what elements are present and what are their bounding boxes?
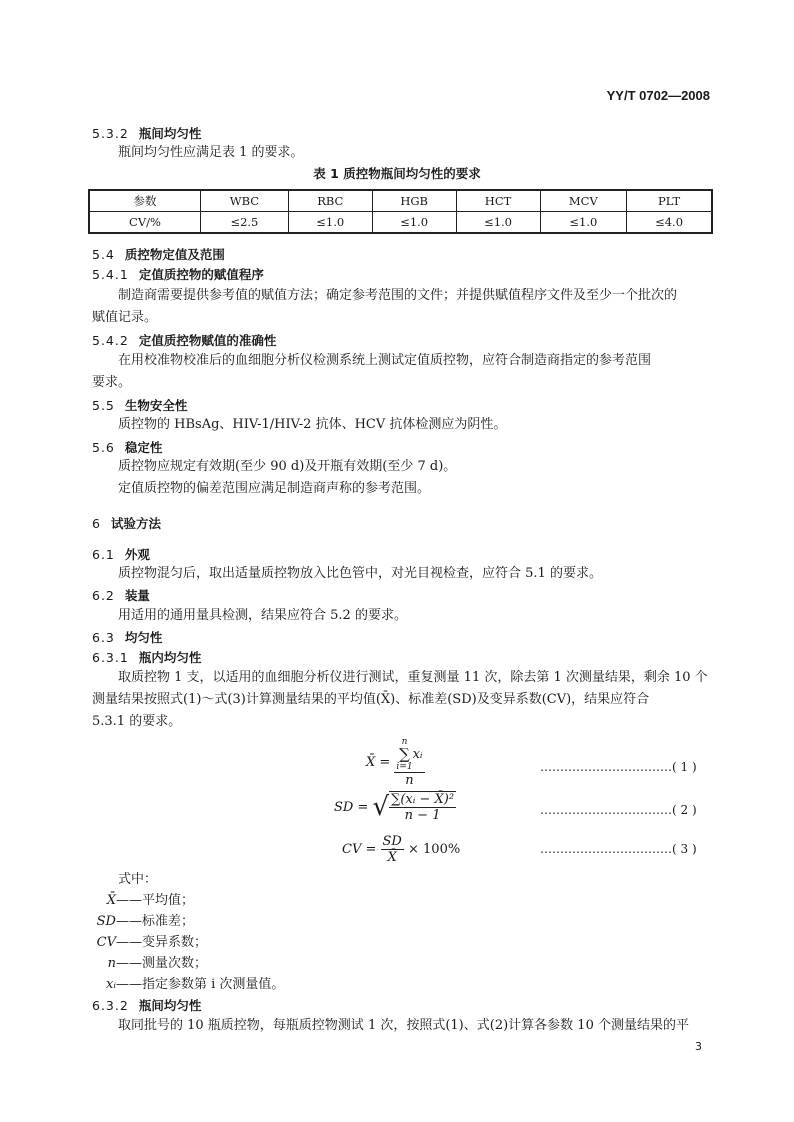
section-heading-5-3-2: 5.3.2 瓶间均匀性	[92, 126, 202, 141]
table-header-row	[89, 190, 712, 212]
table-cell: ≤1.0	[540, 212, 627, 234]
table-cell: ≤4.0	[627, 212, 712, 234]
table-cell: ≤1.0	[288, 212, 372, 234]
legend-item: xᵢ——指定参数第 i 次测量值。	[106, 977, 285, 992]
document-code: YY/T 0702—2008	[606, 88, 710, 103]
legend-item: n——测量次数；	[107, 956, 208, 971]
table-header-cell: HGB	[372, 190, 456, 212]
formula-2-leader: ……………………………( 2 )	[540, 803, 697, 817]
table-header-cell: HCT	[456, 190, 540, 212]
table-caption: 表 1 质控物瓶间均匀性的要求	[313, 166, 481, 181]
paragraph-6-3-2: 取同批号的 10 瓶质控物，每瓶质控物测试 1 次，按照式(1)、式(2)计算各参数 10 个测量结果的平	[118, 1018, 689, 1033]
table-header-cell: PLT	[627, 190, 712, 212]
paragraph-6-2: 用适用的通用量具检测，结果应符合 5.2 的要求。	[118, 608, 407, 623]
equation-number-2: ( 2 )	[672, 803, 697, 817]
table-cell: ≤1.0	[456, 212, 540, 234]
paragraph-5-6-line2: 定值质控物的偏差范围应满足制造商声称的参考范围。	[118, 481, 431, 496]
section-heading-5-5: 5.5 生物安全性	[92, 398, 188, 413]
section-heading-6-3-1: 6.3.1 瓶内均匀性	[92, 650, 202, 665]
paragraph-6-3-1-line1: 取质控物 1 支，以适用的血细胞分析仪进行测试，重复测量 11 次，除去第 1 次测量结果，剩余 10 个	[118, 670, 708, 685]
formula-2: SD = √ $\frac{\text{∑(xᵢ − X̄)²}}{n - 1}$	[334, 792, 455, 823]
paragraph-5-3-2: 瓶间均匀性应满足表 1 的要求。	[118, 145, 304, 160]
paragraph-5-5: 质控物的 HBsAg、HIV-1/HIV-2 抗体、HCV 抗体检测应为阴性。	[118, 417, 507, 432]
table-cell: ≤1.0	[372, 212, 456, 234]
formula-3: CV = $\frac{SD}{X̄}$ × 100%	[342, 834, 461, 865]
legend-item: SD——标准差；	[96, 914, 195, 929]
section-heading-5-4-2: 5.4.2 定值质控物赋值的准确性	[92, 333, 277, 348]
section-heading-6-1: 6.1 外观	[92, 547, 150, 562]
paragraph-5-4-2-line2: 要求。	[92, 375, 132, 390]
legend-item: X̄——平均值；	[106, 893, 195, 908]
table-cell: ≤2.5	[201, 212, 289, 234]
paragraph-5-4-1-line2: 赋值记录。	[92, 310, 158, 325]
section-heading-6-3: 6.3 均匀性	[92, 630, 163, 645]
section-heading-6: 6 试验方法	[92, 516, 161, 531]
formula-1: X̄ = n ∑ i=1 xᵢ n	[366, 737, 423, 788]
formula-1-leader: ……………………………( 1 )	[540, 760, 697, 774]
legend-item: CV——变异系数；	[96, 935, 208, 950]
section-heading-6-2: 6.2 装量	[92, 588, 150, 603]
paragraph-5-6-line1: 质控物应规定有效期(至少 90 d)及开瓶有效期(至少 7 d)。	[118, 459, 457, 474]
table-header-cell: MCV	[540, 190, 627, 212]
section-heading-5-4-1: 5.4.1 定值质控物的赋值程序	[92, 267, 264, 282]
paragraph-5-4-2-line1: 在用校准物校准后的血细胞分析仪检测系统上测试定值质控物，应符合制造商指定的参考范围	[118, 353, 652, 368]
page-number: 3	[695, 1040, 702, 1053]
paragraph-6-3-1-line3: 5.3.1 的要求。	[92, 714, 182, 729]
table-header-cell: 参数	[89, 190, 201, 212]
formula-3-leader: ……………………………( 3 )	[540, 842, 697, 856]
paragraph-6-1: 质控物混匀后，取出适量质控物放入比色管中，对光目视检查，应符合 5.1 的要求。	[118, 566, 602, 581]
legend-intro: 式中：	[118, 872, 158, 887]
paragraph-6-3-1-line2: 测量结果按照式(1)～式(3)计算测量结果的平均值(X̄)、标准差(SD)及变异系数(CV)，结果应符合	[92, 692, 650, 707]
equation-number-3: ( 3 )	[672, 842, 697, 856]
paragraph-5-4-1-line1: 制造商需要提供参考值的赋值方法；确定参考范围的文件；并提供赋值程序文件及至少一个批次的	[118, 288, 678, 303]
homogeneity-table	[88, 189, 713, 234]
table-cell: CV/%	[89, 212, 201, 234]
section-heading-5-6: 5.6 稳定性	[92, 440, 163, 455]
table-row	[89, 212, 712, 234]
equation-number-1: ( 1 )	[672, 760, 697, 774]
table-header-cell: WBC	[201, 190, 289, 212]
section-heading-6-3-2: 6.3.2 瓶间均匀性	[92, 998, 202, 1013]
section-heading-5-4: 5.4 质控物定值及范围	[92, 247, 225, 262]
legend-list	[48, 890, 284, 995]
table-header-cell: RBC	[288, 190, 372, 212]
